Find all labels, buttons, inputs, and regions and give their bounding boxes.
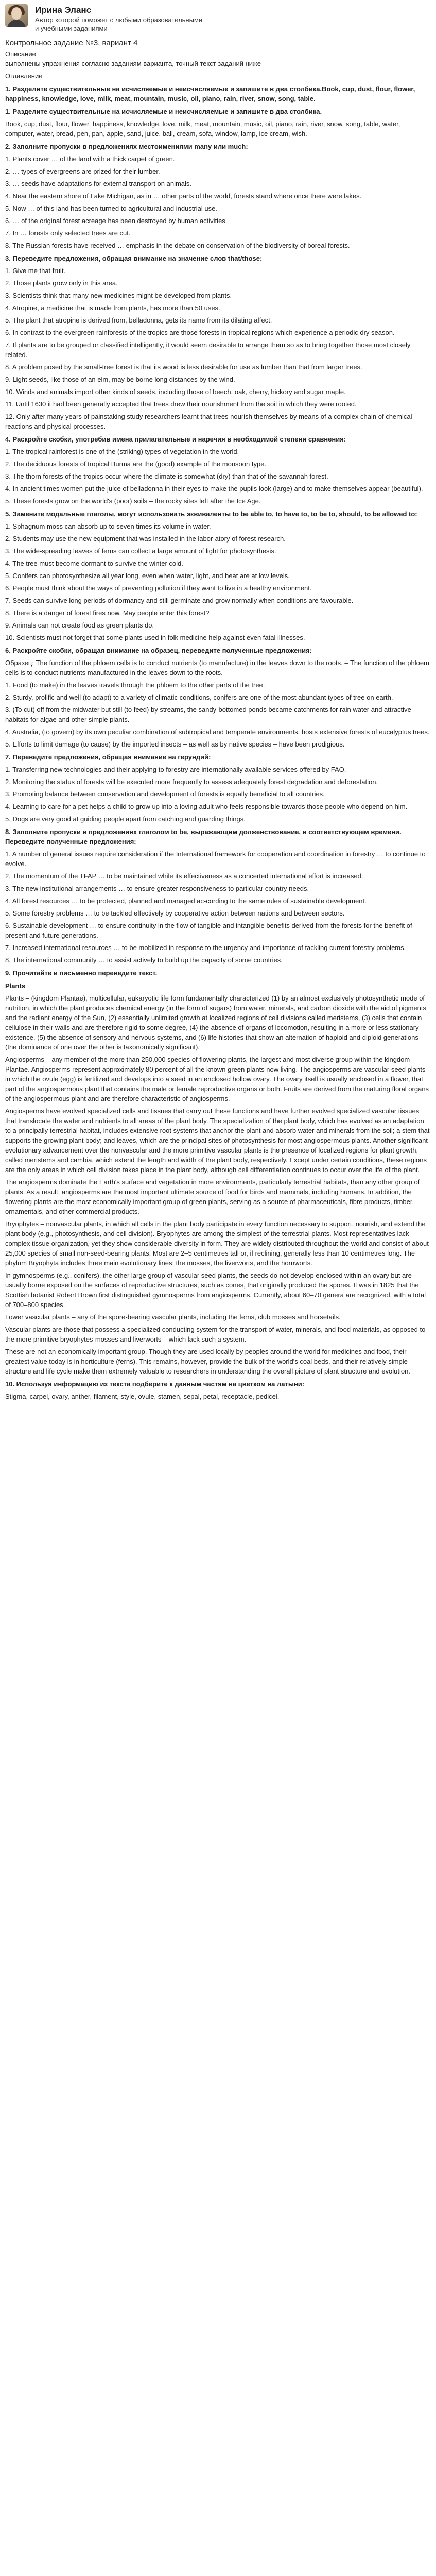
section-heading: Plants bbox=[5, 982, 26, 990]
paragraph: 8. The Russian forests have received … emphasis in the debate on conservation of the biodiversity of boreal forests. bbox=[5, 242, 350, 249]
paragraph: 4. The tree must become dormant to survive the winter cold. bbox=[5, 560, 183, 567]
section-heading: 10. Используя информацию из текста подберите к данным частям на цветком на латыни: bbox=[5, 1380, 305, 1388]
paragraph: 8. The international community … to assist actively to build up the capacity of some countries. bbox=[5, 956, 283, 964]
paragraph: Bryophytes – nonvascular plants, in which all cells in the plant body participate in every function necessary to support, nourish, and extend the plant body (e.g., photosynthesis, and cell division). Bryophytes are among the simplest of the terrestrial plants. Most representatives lack complex tissue organization, yet they show considerable diversity in form. They are widely distributed throughout the world and consist of about 25,000 species of small non-seed-bearing plants. Most are 2–5 centimetres tall or, if reclining, generally less than 10 centimetres long. The phylum Bryophyta includes three main evolutionary lines: the mosses, the liverworts, and the hornworts. bbox=[5, 1220, 429, 1267]
paragraph: 4. Atropine, a medicine that is made from plants, has more than 50 uses. bbox=[5, 304, 220, 312]
paragraph: 1. The tropical rainforest is one of the (striking) types of vegetation in the world. bbox=[5, 448, 239, 455]
paragraph: 3. … seeds have adaptations for external transport on animals. bbox=[5, 180, 192, 188]
paragraph: 7. Increased international resources … to be mobilized in response to the urgency and importance of tackling current forestry problems. bbox=[5, 944, 406, 952]
paragraph: 4. Australia, (to govern) by its own peculiar combination of subtropical and temperate environments, hosts extensive forests of eucalyptus trees. bbox=[5, 728, 430, 736]
author-name[interactable]: Ирина Эланс bbox=[35, 5, 92, 15]
paragraph: 2. … types of evergreens are prized for their lumber. bbox=[5, 167, 160, 175]
paragraph: 10. Winds and animals import other kinds of seeds, including those of beech, oak, cherry, hickory and sugar maple. bbox=[5, 388, 346, 396]
paragraph: 3. The wide-spreading leaves of ferns can collect a large amount of light for photosynthesis. bbox=[5, 547, 276, 555]
paragraph: 6. People must think about the ways of preventing pollution if they want to live in a healthy environment. bbox=[5, 584, 312, 592]
paragraph: 5. Efforts to limit damage (to cause) by the imported insects – as well as by native species – have been prodigious. bbox=[5, 740, 345, 748]
paragraph: 9. Animals can not create food as green plants do. bbox=[5, 621, 154, 629]
paragraph: 5. Dogs are very good at guiding people apart from catching and guarding things. bbox=[5, 815, 246, 823]
description-label: Описание bbox=[5, 50, 36, 58]
paragraph: 8. A problem posed by the small-tree forest is that its wood is less desirable for use as lumber than that from larger trees. bbox=[5, 363, 362, 371]
paragraph: 4. All forest resources … to be protected, planned and managed ac-cording to the same rules of sustainable development. bbox=[5, 897, 367, 905]
author-description: Автор которой поможет с любыми образовательными и учебными заданиями bbox=[35, 16, 203, 32]
section-heading: 1. Разделите существительные на исчисляемые и неисчисляемые и запишите в два столбика.Book, cup, dust, flour, flower, happiness, knowledge, love, milk, meat, mountain, music, oil, piano, rain, river, snow, song, table. bbox=[5, 85, 415, 103]
paragraph: 3. Promoting balance between conservation and development of forests is equally beneficial to all countries. bbox=[5, 790, 325, 798]
paragraph: 1. Transferring new technologies and their applying to forestry are internationally available services offered by FAO. bbox=[5, 766, 346, 773]
paragraph: 3. (To cut) off from the midwater but still (to feed) by streams, the sandy-bottomed ponds became catchments for rain water and attractive habitats for algae and other simple plants. bbox=[5, 706, 411, 723]
description-text: выполнены упражнения согласно заданиям варианта, точный текст заданий ниже bbox=[5, 60, 261, 67]
paragraph: 1. Give me that fruit. bbox=[5, 267, 66, 275]
paragraph: Stigma, carpel, ovary, anther, filament, style, ovule, stamen, sepal, petal, receptacle, pedicel. bbox=[5, 1393, 280, 1400]
paragraph: 3. The thorn forests of the tropics occur where the climate is somewhat (dry) than that of the savannah forest. bbox=[5, 472, 328, 480]
paragraph: 10. Scientists must not forget that some plants used in folk medicine help against even fatal illnesses. bbox=[5, 634, 305, 641]
section-heading: 4. Раскройте скобки, употребив имена прилагательные и наречия в необходимой степени сравнения: bbox=[5, 435, 346, 443]
paragraph: 5. Some forestry problems … to be tackled effectively by cooperative action between nations and between sectors. bbox=[5, 909, 345, 917]
paragraph: 7. Seeds can survive long periods of dormancy and still germinate and grow normally when conditions are favourable. bbox=[5, 597, 354, 604]
paragraph: 1. Food (to make) in the leaves travels through the phloem to the other parts of the tree. bbox=[5, 681, 265, 689]
paragraph: 1. A number of general issues require consideration if the International framework for cooperation and coordination in forestry … to continue to evolve. bbox=[5, 850, 426, 868]
paragraph: 2. The deciduous forests of tropical Burma are the (good) example of the monsoon type. bbox=[5, 460, 267, 468]
paragraph: 3. Scientists think that many new medicines might be developed from plants. bbox=[5, 292, 232, 299]
paragraph: 2. Students may use the new equipment that was installed in the labor-atory of forest research. bbox=[5, 535, 286, 543]
paragraph: 2. Sturdy, prolific and well (to adapt) to a variety of climatic conditions, conifers are one of the most abundant types of tree on earth. bbox=[5, 693, 393, 701]
paragraph: 4. Near the eastern shore of Lake Michigan, as in … other parts of the world, forests stand where once there were lakes. bbox=[5, 192, 362, 200]
section-heading: 9. Прочитайте и письменно переведите текст. bbox=[5, 969, 158, 977]
section-heading: 1. Разделите существительные на исчисляемые и неисчисляемые и запишите в два столбика. bbox=[5, 108, 322, 115]
document-title: Контрольное задание №3, вариант 4 bbox=[5, 39, 138, 47]
paragraph: 5. These forests grow on the world's (poor) soils – the rocky sites left after the Ice Age. bbox=[5, 497, 261, 505]
paragraph: Angiosperms – any member of the more than 250,000 species of flowering plants, the largest and most diverse group within the kingdom Plantae. Angiosperms represent approximately 80 percent of all the known green plants now living. The angiosperms are vascular seed plants in which the ovule (egg) is fertilized and develops into a seed in an enclosed hollow ovary. The ovary itself is usually enclosed in a flower, that part of the angiospermous plant that contains the male or female reproductive organs or both. Fruits are derived from the maturing floral organs of the angiospermous plant and are therefore characteristic of angiosperms. bbox=[5, 1056, 429, 1103]
paragraph: Образец: The function of the phloem cells is to conduct nutrients (to manufacture) in the leaves down to the roots. – The function of the phloem cells is to conduct nutrients manufactured in the leaves down to the roots. bbox=[5, 659, 429, 676]
section-heading: 5. Замените модальные глаголы, могут использовать эквиваленты to be able to, to have to, to be to, should, to be allowed to: bbox=[5, 510, 417, 518]
section-heading: 6. Раскройте скобки, обращая внимание на образец, переведите полученные предложения: bbox=[5, 647, 312, 654]
paragraph: 4. Learning to care for a pet helps a child to grow up into a loving adult who feels responsible towards those people who depend on him. bbox=[5, 803, 408, 810]
paragraph: These are not an economically important group. Though they are used locally by peoples around the world for medicines and food, their greatest value today is in horticulture (ferns). This remains, however, provide the bulk of the world's coal beds, and their relatively simple structure and life cycle make them extremely valuable to researchers in understanding the overall picture of plant structure and evolution. bbox=[5, 1348, 410, 1375]
section-heading: 2. Заполните пропуски в предложениях местоимениями many или much: bbox=[5, 143, 248, 150]
paragraph: 7. If plants are to be grouped or classified intelligently, it would seem desirable to arrange them so as to bring together those most closely related. bbox=[5, 341, 411, 359]
paragraph: 6. In contrast to the evergreen rainforests of the tropics are those forests in tropical regions which experience a periodic dry season. bbox=[5, 329, 395, 336]
paragraph: 4. In ancient times women put the juice of belladonna in their eyes to make the pupils look (large) and to make themselves appear (beautiful). bbox=[5, 485, 423, 493]
section-heading: 7. Переведите предложения, обращая внимание на герундий: bbox=[5, 753, 211, 761]
paragraph: Plants – (kingdom Plantae), multicellular, eukaryotic life form fundamentally characterized (1) by an almost exclusively photosynthetic mode of nutrition, in which the plant produces chemical energy (in the form of sugars) from water, minerals, and carbon dioxide with the aid of pigments and the radiant energy of the Sun, (2) essentially unlimited growth at localized regions of cell divisions called meristems, (3) cells that contain cellulose in their walls and are therefore rigid to some degree, (4) the absence of organs of locomotion, resulting in a more or less stationary existence, (5) the absence of sensory and nervous systems, and (6) life histories that show an alternation of haploid and diploid generations (the dominance of one over the other is taxonomically significant). bbox=[5, 994, 426, 1051]
paragraph: 1. Sphagnum moss can absorb up to seven times its volume in water. bbox=[5, 522, 211, 530]
paragraph: 2. Monitoring the status of forests will be executed more frequently to assess adequately forest degradation and deforestation. bbox=[5, 778, 378, 786]
paragraph: 7. In … forests only selected trees are cut. bbox=[5, 229, 131, 237]
paragraph: Angiosperms have evolved specialized cells and tissues that carry out these functions and have further evolved specialized vascular tissues that translocate the water and nutrients to all areas of the plant body. The specialization of the plant body, which has evolved as an adaptation to a principally terrestrial habitat, includes extensive root systems that anchor the plant and absorb water and minerals from the soil; a stem that supports the growing plant body; and leaves, which are the principal sites of photosynthesis for most angiospermous plants. Another significant evolutionary advancement over the nonvascular and the more primitive vascular plants is the presence of localized regions for plant growth, called meristems and cambia, which extend the length and width of the plant body, respectively. Except under certain conditions, these regions are the only areas in which cell division takes place in the plant body, although cell differentiation continues to occur over the life of the plant. bbox=[5, 1107, 430, 1174]
avatar[interactable] bbox=[5, 4, 28, 27]
paragraph: The angiosperms dominate the Earth's surface and vegetation in more environments, particularly terrestrial habitats, than any other group of plants. As a result, angiosperms are the most important ultimate source of food for birds and mammals, including humans. In addition, the flowering plants are the most economically important group of green plants, serving as a source of pharmaceuticals, fibre products, timber, ornamentals, and other commercial products. bbox=[5, 1178, 420, 1215]
paragraph: In gymnosperms (e.g., conifers), the other large group of vascular seed plants, the seeds do not develop enclosed within an ovary but are usually borne exposed on the surfaces of reproductive structures, such as cones, that originally produced the spores. It was in 1825 that the Scottish botanist Robert Brown first distinguished gymnosperms from angiosperms. Currently, about 60–70 genera are recognized, with a total of 700–800 species. bbox=[5, 1272, 426, 1309]
paragraph: 8. There is a danger of forest fires now. May people enter this forest? bbox=[5, 609, 210, 617]
paragraph: 2. The momentum of the TFAP … to be maintained while its effectiveness as a concerted international effort is increased. bbox=[5, 872, 363, 880]
toc-label: Оглавление bbox=[5, 72, 43, 80]
author-card bbox=[5, 4, 431, 33]
paragraph: 6. … of the original forest acreage has been destroyed by human activities. bbox=[5, 217, 228, 225]
paragraph: 3. The new institutional arrangements … to ensure greater responsiveness to particular country needs. bbox=[5, 885, 309, 892]
section-heading: 8. Заполните пропуски в предложениях глаголом to be, выражающим долженствование, в соответствующем времени. Переведите полученные предложения: bbox=[5, 828, 402, 845]
paragraph: 12. Only after many years of painstaking study researchers learnt that trees nourish themselves by means of a complex chain of chemical reactions and physical processes. bbox=[5, 413, 412, 430]
paragraph: 9. Light seeds, like those of an elm, may be borne long distances by the wind. bbox=[5, 376, 235, 383]
paragraph: Vascular plants are those that possess a specialized conducting system for the transport of water, minerals, and food materials, as opposed to the more primitive bryophytes-mosses and liverworts – which lack such a system. bbox=[5, 1326, 426, 1343]
paragraph: 11. Until 1630 it had been generally accepted that trees drew their nourishment from the soil in which they were rooted. bbox=[5, 400, 357, 408]
document-content bbox=[5, 84, 431, 1401]
paragraph: 5. Conifers can photosynthesize all year long, even when water, light, and heat are at low levels. bbox=[5, 572, 290, 580]
paragraph: 1. Plants cover … of the land with a thick carpet of green. bbox=[5, 155, 175, 163]
paragraph: 5. The plant that atropine is derived from, belladonna, gets its name from its dilating affect. bbox=[5, 316, 272, 324]
author-info bbox=[35, 4, 205, 33]
paragraph: Lower vascular plants – any of the spore-bearing vascular plants, including the ferns, club mosses and horsetails. bbox=[5, 1313, 341, 1321]
paragraph: 2. Those plants grow only in this area. bbox=[5, 279, 118, 287]
section-heading: 3. Переведите предложения, обращая внимание на значение слов that/those: bbox=[5, 255, 263, 262]
paragraph: 6. Sustainable development … to ensure continuity in the flow of tangible and intangible benefits derived from the forests for the benefit of present and future generations. bbox=[5, 922, 412, 939]
paragraph: Book, cup, dust, flour, flower, happiness, knowledge, love, milk, meat, mountain, music, oil, piano, rain, river, snow, song, table, water, computer, water, bread, pen, pan, apple, sand, juice, ball, cream, sofa, window, lamp, ice cream, wish. bbox=[5, 120, 400, 138]
paragraph: 5. Now … of this land has been turned to agricultural and industrial use. bbox=[5, 205, 217, 212]
